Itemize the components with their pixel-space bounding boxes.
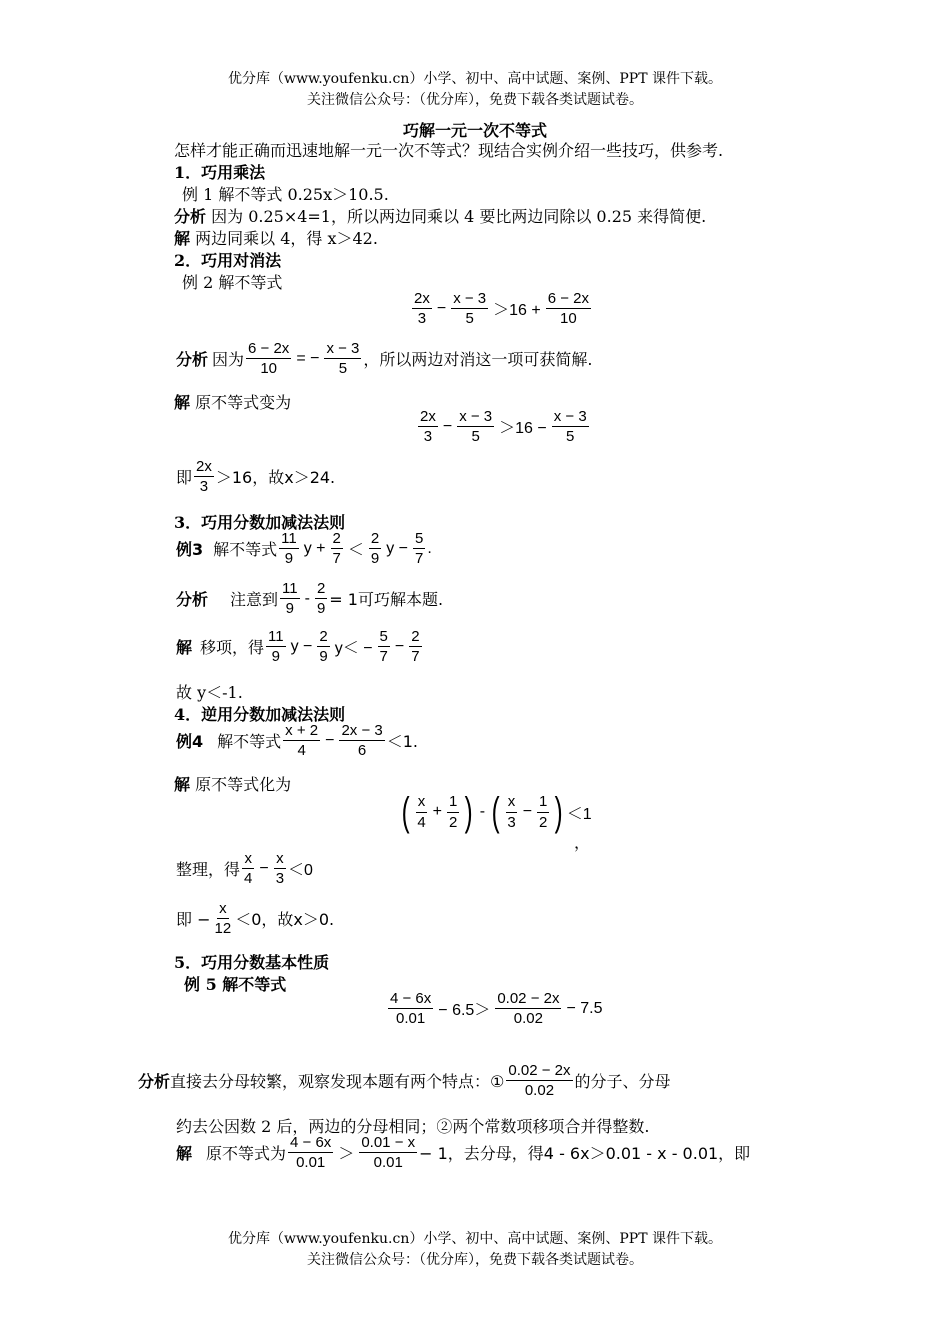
example-3: 例3 解不等式 $\frac{11}{9}$ y + $\frac{2}{7}$ ＜ $\frac{2}{9}$ y − $\frac{5}{7}$ .	[176, 530, 432, 568]
section-5-heading: 5．巧用分数基本性质	[174, 953, 330, 972]
fraction: $\frac{x - 3}{5}$	[459, 408, 493, 446]
solution-5: 解 原不等式为 $\frac{4 - 6x}{0.01}$ ＞ $\frac{0.01 - x}{0.01}$ − 1，去分母，得4 - 6x＞0.01 - x - 0.01，即	[176, 1134, 751, 1172]
fraction: $\frac{4 - 6x}{0.01}$	[290, 1134, 332, 1172]
fraction: $\frac{11}{9}$	[268, 628, 284, 666]
intro-text: 怎样才能正确而迅速地解一元一次不等式？现结合实例介绍一些技巧，供参考.	[174, 141, 724, 160]
fraction: $\frac{x - 3}{5}$	[453, 290, 487, 328]
fraction: $\frac{2}{9}$	[316, 580, 326, 618]
expression-4: ( $\frac{x}{4}$ + $\frac{1}{2}$ ) - ( $\frac{x}{3}$ − $\frac{1}{2}$ ) ＜1	[401, 790, 592, 834]
fraction: $\frac{5}{7}$	[379, 628, 388, 666]
solution-4: 解 原不等式化为	[174, 775, 292, 794]
header-line-1: 优分库（www.youfenku.cn）小学、初中、高中试题、案例、PPT 课件下载。	[227, 71, 722, 87]
analysis-5: 分析 直接去分母较繁，观察发现本题有两个特点：① $\frac{0.02 - 2x}{0.02}$ 的分子、分母	[138, 1062, 671, 1100]
fraction: $\frac{6 - 2x}{10}$	[248, 340, 290, 378]
analysis-2: 分析 因为 $\frac{6 - 2x}{10}$ = − $\frac{x - 3}{5}$ ，所以两边对消这一项可获简解.	[176, 340, 593, 378]
fraction: $\frac{x - 3}{5}$	[326, 340, 360, 378]
analysis-5-line-2: 约去公因数 2 后，两边的分母相同；②两个常数项移项合并得整数.	[176, 1117, 650, 1136]
section-3-heading: 3．巧用分数加减法法则	[174, 513, 346, 532]
result-2: 即 $\frac{2x}{3}$ ＞16，故x＞24.	[176, 458, 336, 496]
fraction: $\frac{2x}{3}$	[420, 408, 436, 446]
footer-line-1: 优分库（www.youfenku.cn）小学、初中、高中试题、案例、PPT 课件下载。	[227, 1231, 722, 1247]
analysis-1: 分析 因为 0.25×4=1，所以两边同乘以 4 要比两边同除以 0.25 来得简便.	[174, 207, 707, 226]
example-5: 例 5 解不等式	[184, 975, 287, 994]
solution-2: 解 原不等式变为	[174, 393, 292, 412]
result-3: 故 y＜-1.	[176, 683, 243, 702]
fraction: $\frac{2x}{3}$	[196, 458, 212, 496]
solution-1: 解 两边同乘以 4，得 x＞42.	[174, 229, 378, 248]
solution-3: 解 移项，得 $\frac{11}{9}$ y − $\frac{2}{9}$ y＜ − $\frac{5}{7}$ − $\frac{2}{7}$	[176, 628, 420, 666]
fraction: $\frac{4 - 6x}{0.01}$	[390, 990, 432, 1028]
page-title: 巧解一元一次不等式	[402, 121, 547, 140]
result-4: 即 − $\frac{x}{12}$ ＜0，故x＞0.	[176, 900, 335, 938]
inequality-2: $\frac{2x}{3}$ − $\frac{x - 3}{5}$ ＞16 + $\frac{6 - 2x}{10}$	[414, 290, 589, 328]
fraction: $\frac{0.01 - x}{0.01}$	[361, 1134, 416, 1172]
header-line-2: 关注微信公众号：（优分库），免费下载各类试题试卷。	[307, 92, 643, 108]
example-1: 例 1 解不等式 0.25x＞10.5.	[182, 185, 389, 204]
fraction: $\frac{x}{4}$	[417, 793, 426, 831]
inequality-5: $\frac{4 - 6x}{0.01}$ − 6.5＞ $\frac{0.02 - 2x}{0.02}$ − 7.5	[390, 990, 603, 1028]
fraction: $\frac{x}{3}$	[275, 850, 285, 888]
fraction: $\frac{2}{7}$	[411, 628, 420, 666]
fraction: $\frac{x}{3}$	[507, 793, 516, 831]
fraction: $\frac{0.02 - 2x}{0.02}$	[508, 1062, 571, 1100]
fraction: $\frac{x + 2}{4}$	[285, 722, 319, 760]
inequality-2b: $\frac{2x}{3}$ − $\frac{x - 3}{5}$ ＞16 − $\frac{x - 3}{5}$	[420, 408, 587, 446]
fraction: $\frac{0.02 - 2x}{0.02}$	[497, 990, 560, 1028]
fraction: $\frac{11}{9}$	[281, 530, 297, 568]
fraction: $\frac{x}{12}$	[214, 900, 232, 938]
section-1-heading: 1．巧用乘法	[174, 163, 266, 182]
fraction: $\frac{2x - 3}{6}$	[341, 722, 383, 760]
fraction: $\frac{1}{2}$	[539, 793, 548, 831]
example-4: 例4 解不等式 $\frac{x + 2}{4}$ − $\frac{2x - 3}{6}$ ＜1.	[176, 722, 418, 760]
fraction: $\frac{2}{9}$	[319, 628, 328, 666]
section-4-heading: 4．逆用分数加减法法则	[174, 705, 346, 724]
fraction: $\frac{5}{7}$	[415, 530, 424, 568]
fraction: $\frac{2x}{3}$	[414, 290, 430, 328]
fraction: $\frac{6 - 2x}{10}$	[547, 290, 589, 328]
fraction: $\frac{1}{2}$	[449, 793, 458, 831]
comma: ，	[574, 833, 591, 852]
fraction: $\frac{2}{9}$	[370, 530, 380, 568]
section-2-heading: 2．巧用对消法	[174, 251, 282, 270]
example-2: 例 2 解不等式	[182, 273, 283, 292]
fraction: $\frac{11}{9}$	[282, 580, 298, 618]
analysis-3: 分析 注意到 $\frac{11}{9}$ - $\frac{2}{9}$ = 1可巧解本题.	[176, 580, 444, 618]
footer-line-2: 关注微信公众号：（优分库），免费下载各类试题试卷。	[307, 1252, 643, 1268]
fraction: $\frac{x}{4}$	[244, 850, 253, 888]
fraction: $\frac{x - 3}{5}$	[553, 408, 587, 446]
tidy-4: 整理，得 $\frac{x}{4}$ − $\frac{x}{3}$ ＜0	[176, 850, 313, 888]
fraction: $\frac{2}{7}$	[332, 530, 341, 568]
